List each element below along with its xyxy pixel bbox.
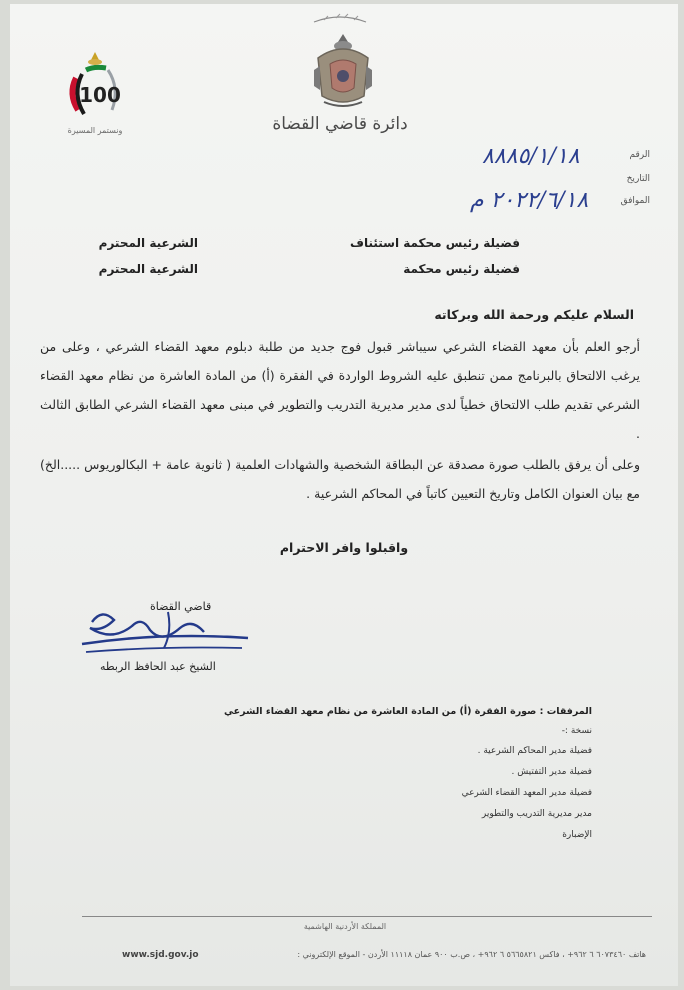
cc-item: الإضبارة <box>562 830 592 840</box>
ref-number-value: ٨٨٨٥/١/١٨ <box>482 144 580 169</box>
addressee-1-suffix: الشرعية المحترم <box>98 236 198 250</box>
ref-corresponding-label: الموافق <box>620 196 650 206</box>
cc-item: فضيلة مدير المعهد القضاء الشرعي <box>461 788 592 798</box>
centennial-caption: ونستمر المسيرة <box>67 126 123 135</box>
department-name: دائرة قاضي القضاة <box>272 114 408 134</box>
royal-crest-icon <box>312 30 374 110</box>
centennial-logo-icon <box>60 48 130 126</box>
letter-page <box>10 4 678 986</box>
attachments-title: المرفقات : صورة الفقرة (أ) من المادة العاشرة من نظام معهد القضاء الشرعي <box>224 706 592 717</box>
centennial-number: 100 <box>79 83 121 107</box>
ref-number-label: الرقم <box>629 150 650 160</box>
footer-divider <box>82 916 652 917</box>
copy-label: نسخة :- <box>561 726 592 736</box>
handwritten-signature-icon <box>72 602 256 666</box>
addressee-1: فضيلة رئيس محكمة استئناف <box>350 236 520 250</box>
footer-website-link[interactable]: www.sjd.gov.jo <box>122 950 199 960</box>
ref-date-label: التاريخ <box>626 174 650 184</box>
closing-line: واقبلوا وافر الاحترام <box>279 540 409 555</box>
ref-corresponding-value: ٢٠٢٢/٦/١٨ م <box>470 188 589 213</box>
signatory-name: الشيخ عبد الحافظ الربطه <box>100 660 216 673</box>
cc-item: فضيلة مدير التفتيش . <box>511 767 592 777</box>
signatory-title: قاضي القضاة <box>150 600 212 613</box>
footer-kingdom: المملكة الأردنية الهاشمية <box>303 922 387 931</box>
body-paragraph-1: أرجو العلم بأن معهد القضاء الشرعي سيباشر قبول فوج جديد من طلبة دبلوم معهد القضاء الشرعي ، وعلى من يرغب الالتحاق بالبرنامج ممن تنطبق عليه الشروط الواردة في الفقرة (أ) من المادة العاشرة من نظام معهد القضاء الشرعي تقديم طلب الالتحاق خطياً لدى مدير مديرية التدريب والتطوير في مبنى معهد القضاء الشرعي الطابق الثالث . <box>40 339 640 441</box>
crest-top-ornament-icon <box>310 12 370 26</box>
body-paragraph-2: وعلى أن يرفق بالطلب صورة مصدقة عن البطاقة الشخصية والشهادات العلمية ( ثانوية عامة + البكالوريوس .....الخ) مع بيان العنوان الكامل وتاريخ التعيين كاتباً في المحاكم الشرعية . <box>40 457 640 501</box>
addressee-2-suffix: الشرعية المحترم <box>98 262 198 276</box>
cc-item: مدير مديرية التدريب والتطوير <box>481 809 592 819</box>
addressee-2: فضيلة رئيس محكمة <box>403 262 520 276</box>
greeting: السلام عليكم ورحمة الله وبركاته <box>434 307 634 322</box>
footer-contacts: هاتف ٦٠٧٣٤٦٠ ٦ ٩٦٢+ ، فاكس ٥٦٦٥٨٢١ ٦ ٩٦٢+ ، ص.ب ٩٠٠ عمان ١١١١٨ الأردن - الموقع الإلكتروني : <box>297 950 646 959</box>
cc-item: فضيلة مدير المحاكم الشرعية . <box>477 746 592 756</box>
